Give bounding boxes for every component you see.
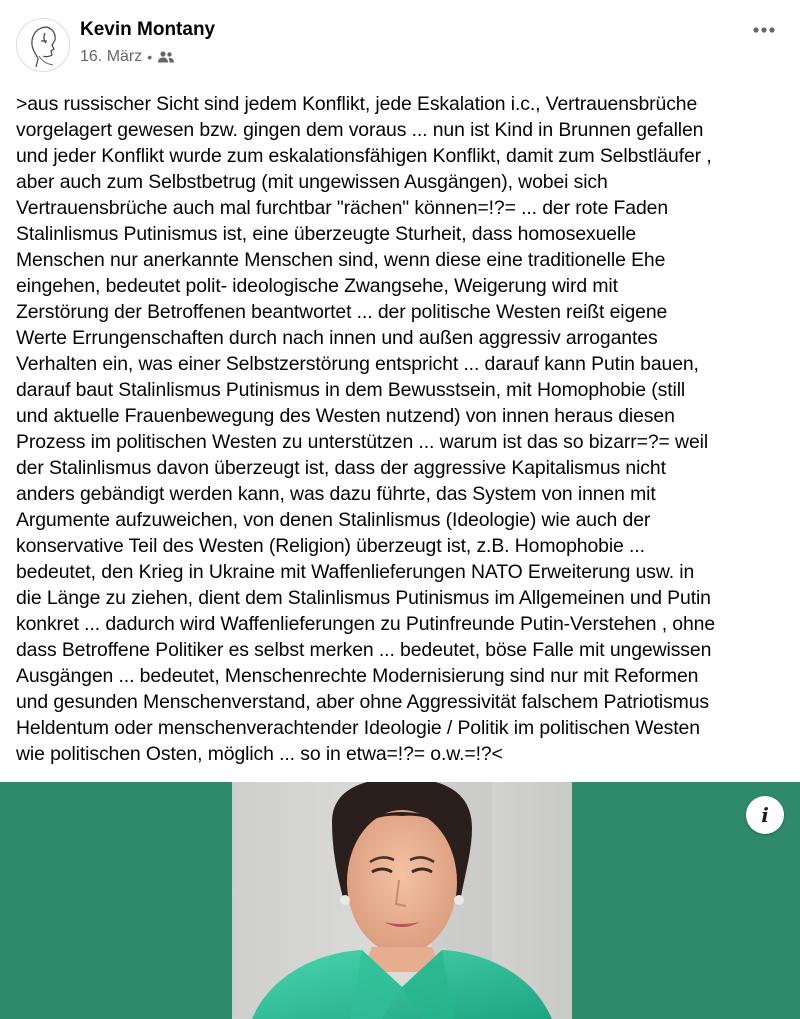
more-options-icon [752, 26, 776, 34]
post-text-line: bedeutet, den Krieg in Ukraine mit Waffenlieferungen NATO Erweiterung usw. in [16, 561, 695, 583]
post-text-line: Verhalten ein, was einer Selbstzerstörung entspricht ... darauf kann Putin bauen, [16, 353, 699, 375]
post-meta [80, 48, 175, 66]
post-text-line: >aus russischer Sicht sind jedem Konflikt, jede Eskalation i.c., Vertrauensbrüche [16, 93, 698, 115]
post-text-line: Stalinlismus Putinismus ist, eine überzeugte Sturheit, dass homosexuelle [16, 223, 637, 245]
post-text-line: Menschen nur anerkannte Menschen sind, wenn diese eine traditionelle Ehe [16, 249, 666, 271]
info-icon: i [761, 803, 769, 827]
post-text-line: Prozess im politischen Westen zu unterstützen ... warum ist das so bizarr=?= weil [16, 431, 709, 453]
post-image[interactable] [0, 782, 800, 1019]
post-text-line: und aktuelle Frauenbewegung des Westen nutzend) von innen heraus diesen [16, 405, 675, 427]
post-text-line: eingehen, bedeutet polit- ideologische Zwangsehe, Weigerung wird mit [16, 275, 618, 297]
post-text-line: darauf baut Stalinlismus Putinismus in dem Bewusstsein, mit Homophobie (still [16, 379, 686, 401]
post-text-line: Ausgängen ... bedeutet, Menschenrechte Modernisierung sind nur mit Reformen [16, 665, 699, 687]
avatar-sketch-icon [17, 19, 70, 72]
post-text-line: die Länge zu ziehen, dient dem Stalinlismus Putinismus im Allgemeinen und Putin [16, 587, 711, 609]
post-text-line: anders gebändigt werden kann, was dazu führte, das System von innen mit [16, 483, 656, 505]
post-header [0, 0, 800, 80]
post-text-line: Werte Errungenschaften durch nach innen und außen aggressiv arrogantes [16, 327, 658, 349]
post-text-line: Zerstörung der Betroffenen beantwortet ... der politische Westen reißt eigene [16, 301, 668, 323]
post-text-line: Heldentum oder menschenverachtender Ideologie / Politik im politischen Westen [16, 717, 700, 739]
post-text-line: konservative Teil des Westen (Religion) überzeugt ist, z.B. Homophobie ... [16, 535, 645, 557]
post-text-line: und jeder Konflikt wurde zum eskalationsfähigen Konflikt, damit zum Selbstläufer , [16, 145, 712, 167]
post-text-line: der Stalinlismus davon überzeugt ist, dass der aggressive Kapitalismus nicht [16, 457, 666, 479]
post-text-line: und gesunden Menschenverstand, aber ohne Aggressivität falschem Patriotismus [16, 691, 710, 713]
post-text-line: wie politischen Osten, möglich ... so in etwa=!?= o.w.=!?< [16, 743, 503, 765]
post-date[interactable]: 16. März [80, 48, 143, 65]
post-text-line: Vertrauensbrüche auch mal furchtbar "rächen" können=!?= ... der rote Faden [16, 197, 669, 219]
author-name[interactable]: Kevin Montany [80, 19, 216, 40]
more-options-button[interactable] [746, 20, 782, 40]
portrait-photo [232, 782, 572, 1019]
friends-icon[interactable] [157, 50, 175, 64]
meta-separator: • [147, 49, 153, 65]
author-avatar[interactable] [16, 18, 70, 72]
post-text-line: konkret ... dadurch wird Waffenlieferungen zu Putinfreunde Putin-Verstehen , ohne [16, 613, 716, 635]
post-text-line: aber auch zum Selbstbetrug (mit ungewissen Ausgängen), wobei sich [16, 171, 608, 193]
post-text-line: vorgelagert gewesen bzw. gingen dem voraus ... nun ist Kind in Brunnen gefallen [16, 119, 704, 141]
post-text [16, 91, 792, 767]
info-button[interactable] [746, 796, 784, 834]
post-text-line: dass Betroffene Politiker es selbst merken ... bedeutet, böse Falle mit ungewissen [16, 639, 712, 661]
post-text-line: Argumente aufzuweichen, von denen Stalinlismus (Ideologie) wie auch der [16, 509, 651, 531]
